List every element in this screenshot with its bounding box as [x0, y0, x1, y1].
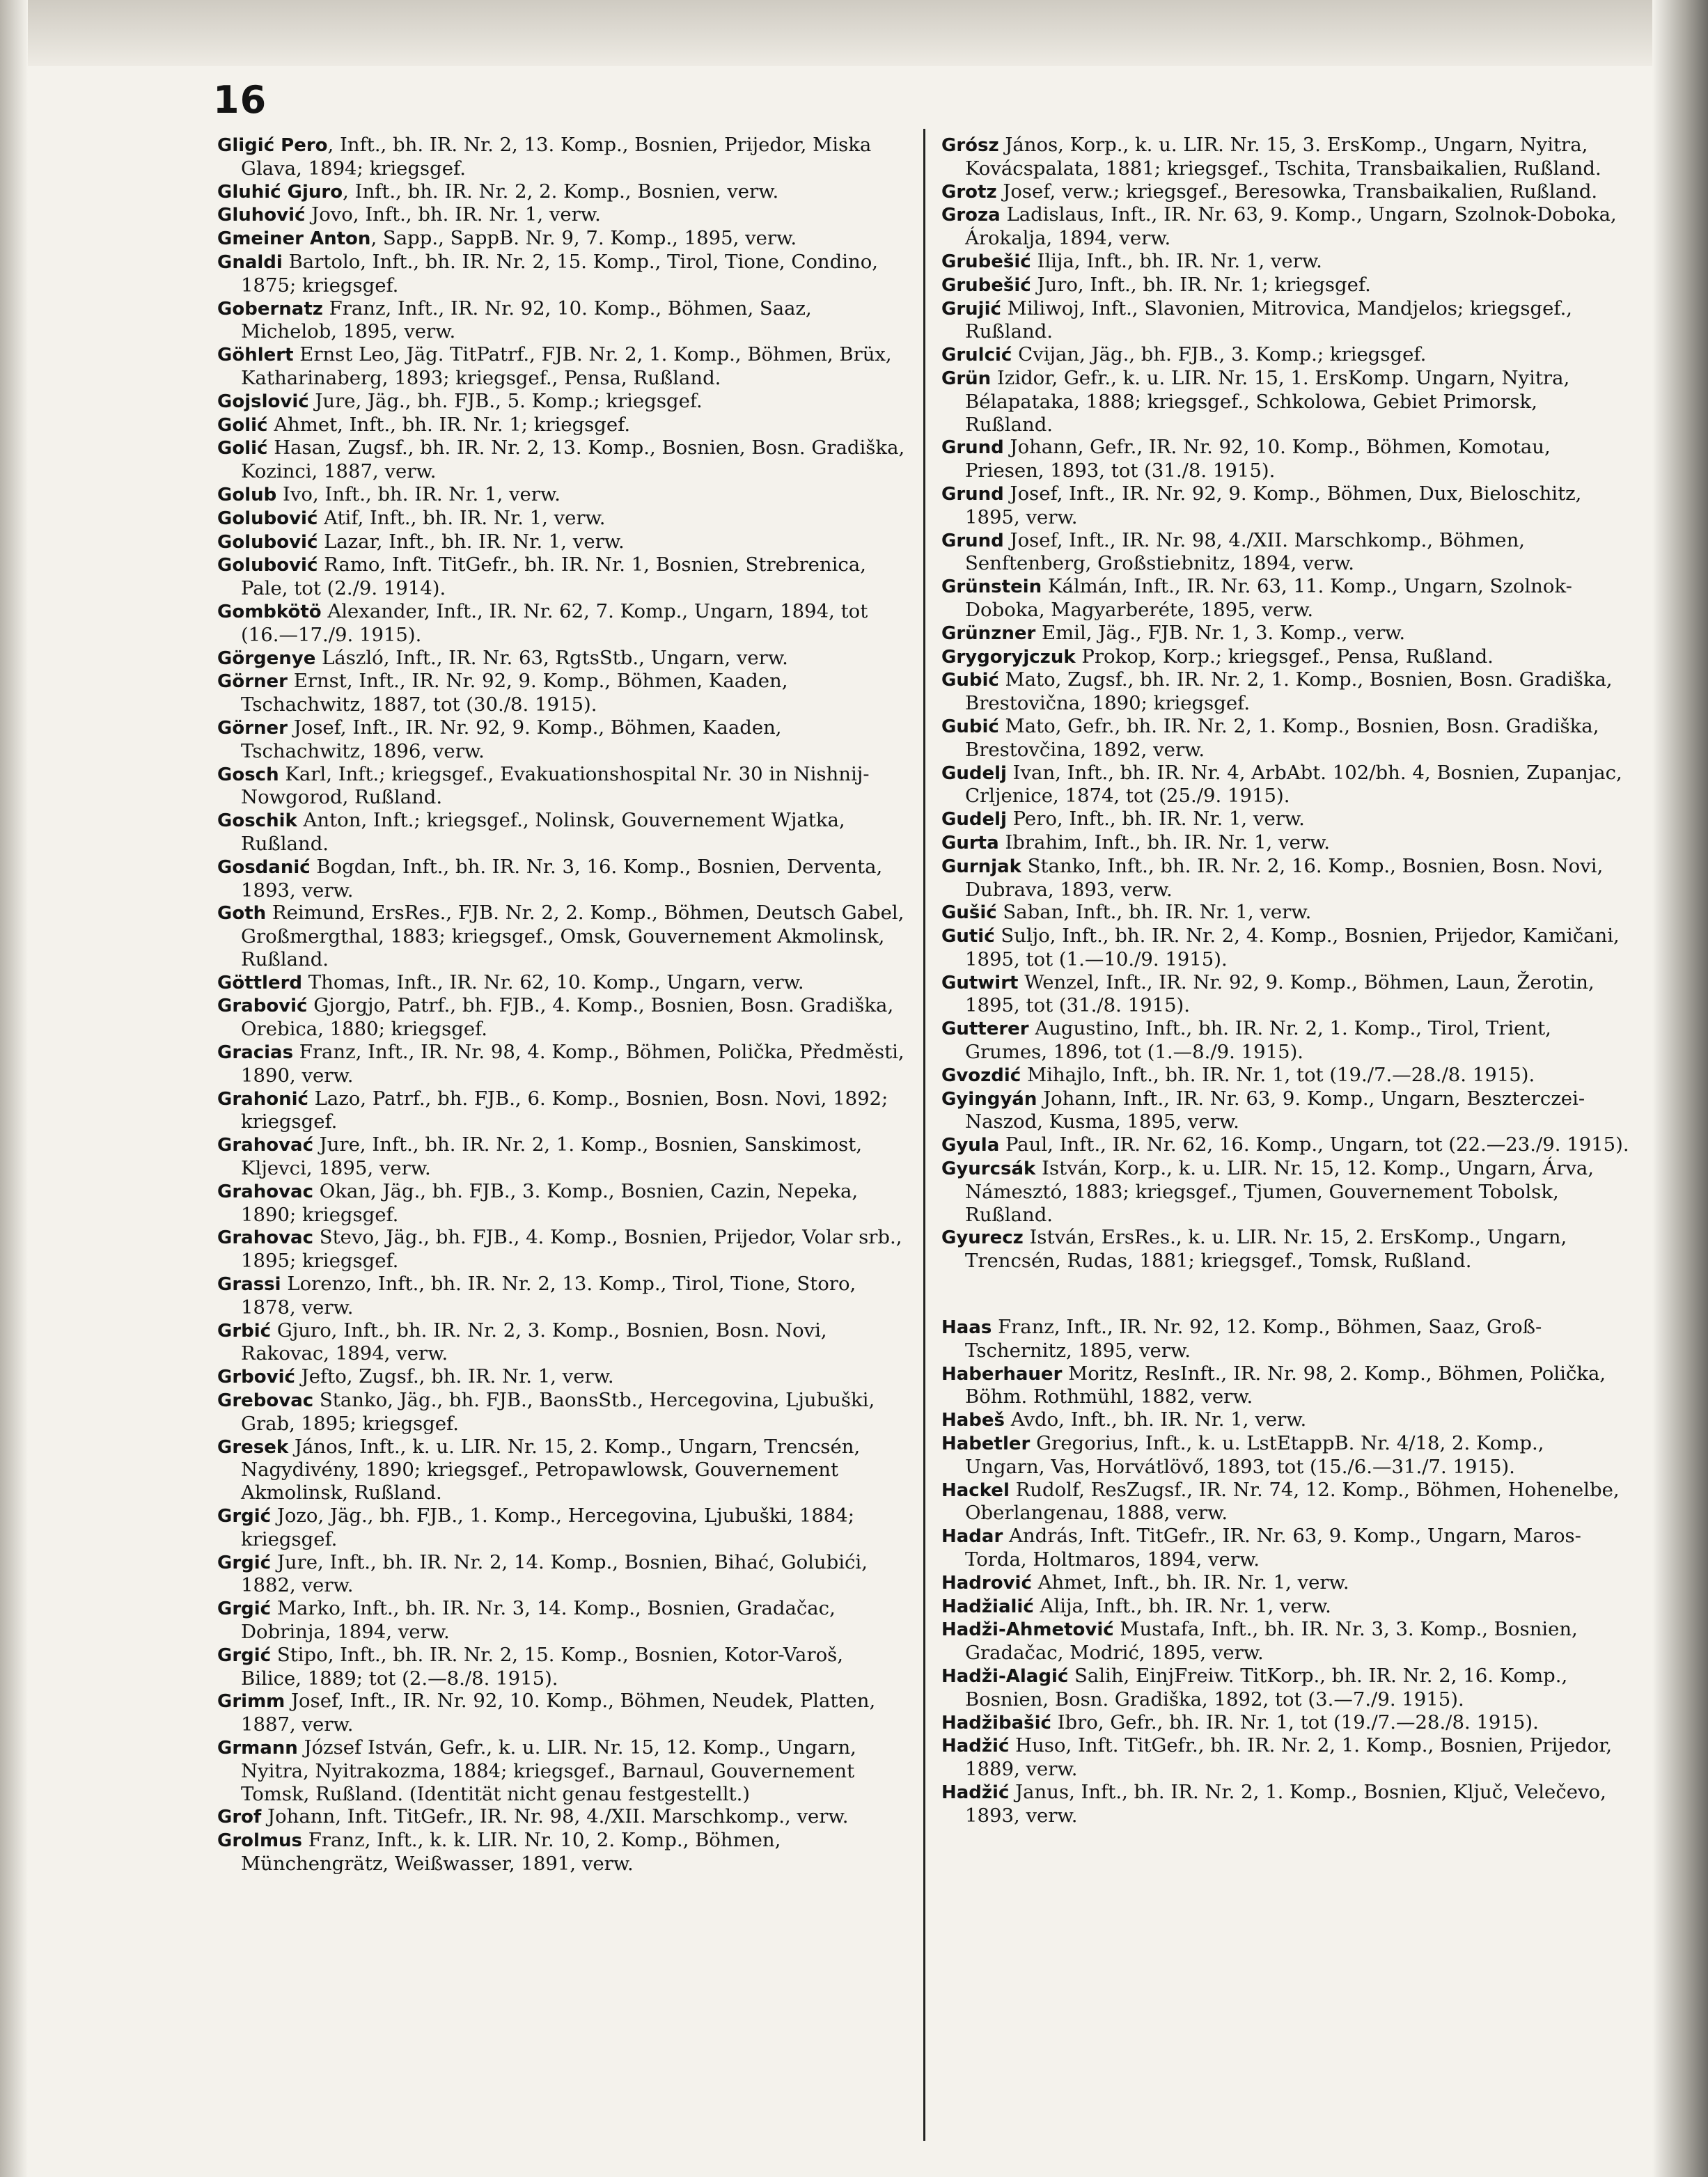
entry-surname: Gutić: [941, 926, 995, 948]
entry-surname: Gutterer: [941, 1019, 1029, 1040]
entry-surname: Hadži-Ahmetović: [941, 1619, 1114, 1641]
casualty-entry: [941, 436, 1629, 482]
casualty-entry: [217, 1436, 907, 1504]
entry-details: , Inft., bh. IR. Nr. 2, 13. Komp., Bosnien, Prijedor, Miska Glava, 1894; kriegsgef.: [241, 134, 872, 180]
entry-surname: Groza: [941, 205, 1001, 226]
right-column-g-entries: [941, 134, 1629, 1273]
casualty-entry: [941, 1665, 1629, 1711]
entry-surname: Grün: [941, 368, 992, 389]
entry-details: Thomas, Inft., IR. Nr. 62, 10. Komp., Ungarn, verw.: [302, 970, 804, 993]
entry-details: Ivan, Inft., bh. IR. Nr. 4, ArbAbt. 102/bh. 4, Bosnien, Zupanjac, Crljenice, 1874, tot (25./9. 1915).: [965, 761, 1622, 808]
casualty-entry: [217, 297, 907, 344]
entry-details: Miliwoj, Inft., Slavonien, Mitrovica, Mandjelos; kriegsgef., Rußland.: [965, 297, 1573, 343]
entry-details: Jovo, Inft., bh. IR. Nr. 1, verw.: [305, 203, 601, 226]
entry-details: Kálmán, Inft., IR. Nr. 63, 11. Komp., Ungarn, Szolnok-Doboka, Magyarberéte, 1895, verw.: [965, 575, 1572, 621]
entry-surname: Gutwirt: [941, 972, 1019, 993]
entry-surname: Grahovać: [217, 1135, 313, 1156]
casualty-entry: [941, 575, 1629, 622]
entry-details: Mustafa, Inft., bh. IR. Nr. 3, 3. Komp., Bosnien, Gradačac, Modrić, 1895, verw.: [965, 1618, 1578, 1665]
entry-details: Paul, Inft., IR. Nr. 62, 16. Komp., Ungarn, tot (22.—23./9. 1915).: [999, 1133, 1629, 1156]
entry-details: János, Korp., k. u. LIR. Nr. 15, 3. ErsKomp., Ungarn, Nyitra, Kovácspalata, 1881; kriegsgef., Tschita, Transbaikalien, Rußland.: [965, 134, 1601, 180]
casualty-entry: [217, 1087, 907, 1134]
casualty-entry: [941, 808, 1629, 831]
entry-details: Lazo, Patrf., bh. FJB., 6. Komp., Bosnien, Bosn. Novi, 1892; kriegsgef.: [241, 1087, 888, 1133]
casualty-entry: [217, 670, 907, 716]
casualty-entry: [941, 1362, 1629, 1409]
casualty-entry: [941, 203, 1629, 250]
entry-surname: Görgenye: [217, 647, 316, 669]
entry-details: István, Korp., k. u. LIR. Nr. 15, 12. Komp., Ungarn, Árva, Námesztó, 1883; kriegsgef., Tjumen, Gouvernement Tobolsk, Rußland.: [965, 1157, 1595, 1226]
entry-surname: Hadži-Alagić: [941, 1666, 1069, 1687]
casualty-entry: [941, 1571, 1629, 1595]
entry-details: Stipo, Inft., bh. IR. Nr. 2, 15. Komp., Bosnien, Kotor-Varoš, Bilice, 1889; tot (2.—8./8. 1915).: [241, 1643, 843, 1690]
casualty-entry: [941, 762, 1629, 808]
entry-surname: Goschik: [217, 810, 297, 832]
entry-surname: Grund: [941, 437, 1004, 459]
casualty-entry: [941, 250, 1629, 274]
casualty-entry: [941, 1408, 1629, 1432]
entry-details: Emil, Jäg., FJB. Nr. 1, 3. Komp., verw.: [1035, 621, 1406, 644]
casualty-entry: [217, 483, 907, 507]
casualty-entry: [941, 1064, 1629, 1087]
casualty-entry: [217, 763, 907, 810]
entry-details: Jefto, Zugsf., bh. IR. Nr. 1, verw.: [295, 1365, 614, 1388]
entry-details: Ibro, Gefr., bh. IR. Nr. 1, tot (19./7.—28./8. 1915).: [1051, 1711, 1539, 1734]
entry-details: András, Inft. TitGefr., IR. Nr. 63, 9. Komp., Ungarn, Maros-Torda, Holtmaros, 1894, verw.: [965, 1525, 1581, 1571]
casualty-entry: [217, 856, 907, 902]
entry-surname: Grahonić: [217, 1088, 308, 1110]
entry-surname: Hadžić: [941, 1736, 1010, 1757]
casualty-entry: [941, 1087, 1629, 1134]
entry-surname: Grassi: [217, 1274, 281, 1296]
casualty-entry: [941, 925, 1629, 971]
entry-details: Gjorgjo, Patrf., bh. FJB., 4. Komp., Bosnien, Bosn. Gradiška, Orebica, 1880; kriegsgef.: [241, 994, 894, 1041]
entry-details: Franz, Inft., IR. Nr. 92, 12. Komp., Böhmen, Saaz, Groß-Tschernitz, 1895, verw.: [965, 1316, 1542, 1362]
entry-details: Josef, verw.; kriegsgef., Beresowka, Transbaikalien, Rußland.: [996, 180, 1598, 203]
entry-details: Ramo, Inft. TitGefr., bh. IR. Nr. 1, Bosnien, Strebrenica, Pale, tot (2./9. 1914).: [241, 553, 866, 600]
casualty-entry: [941, 367, 1629, 436]
entry-details: Franz, Inft., IR. Nr. 92, 10. Komp., Böhmen, Saaz, Michelob, 1895, verw.: [241, 297, 812, 343]
entry-surname: Grmann: [217, 1737, 298, 1759]
entry-details: Stanko, Jäg., bh. FJB., BaonsStb., Hercegovina, Ljubuški, Grab, 1895; kriegsgef.: [241, 1389, 875, 1435]
entry-surname: Gudelj: [941, 809, 1007, 831]
entry-surname: Gvozdić: [941, 1064, 1021, 1086]
entry-details: Izidor, Gefr., k. u. LIR. Nr. 15, 1. ErsKomp. Ungarn, Nyitra, Bélapataka, 1888; kriegsgef., Schkolowa, Gebiet Primorsk, Rußland.: [965, 366, 1570, 436]
entry-surname: Grund: [941, 483, 1004, 505]
casualty-entry: [941, 134, 1629, 180]
entry-details: József István, Gefr., k. u. LIR. Nr. 15, 12. Komp., Ungarn, Nyitra, Nyitrakozma, 1884; kriegsgef., Barnaul, Gouvernement Tomsk, Rußland. (Identität nicht genau festgestellt.): [241, 1736, 856, 1805]
entry-surname: Gyurecz: [941, 1227, 1024, 1249]
entry-details: Rudolf, ResZugsf., IR. Nr. 74, 12. Komp., Böhmen, Hohenelbe, Oberlangenau, 1888, verw.: [965, 1478, 1620, 1525]
casualty-entry: [941, 1781, 1629, 1828]
entry-surname: Gnaldi: [217, 251, 283, 273]
casualty-entry: [941, 1618, 1629, 1665]
entry-surname: Hadar: [941, 1526, 1003, 1548]
entry-surname: Göhlert: [217, 345, 294, 366]
entry-surname: Haas: [941, 1317, 992, 1339]
entry-surname: Golubović: [217, 531, 318, 553]
casualty-entry: [217, 1319, 907, 1366]
casualty-entry: [941, 645, 1629, 669]
entry-surname: Grgić: [217, 1552, 272, 1573]
entry-surname: Goth: [217, 903, 267, 925]
entry-details: Avdo, Inft., bh. IR. Nr. 1, verw.: [1005, 1408, 1307, 1431]
casualty-entry: [217, 971, 907, 995]
entry-surname: Grof: [217, 1807, 262, 1828]
entry-details: Jure, Inft., bh. IR. Nr. 2, 14. Komp., Bosnien, Bihać, Golubići, 1882, verw.: [241, 1550, 868, 1597]
entry-surname: Gracias: [217, 1042, 294, 1064]
entry-details: Gjuro, Inft., bh. IR. Nr. 2, 3. Komp., Bosnien, Bosn. Novi, Rakovac, 1894, verw.: [241, 1319, 827, 1365]
entry-details: Stevo, Jäg., bh. FJB., 4. Komp., Bosnien, Prijedor, Volar srb., 1895; kriegsgef.: [241, 1226, 902, 1273]
entry-details: , Inft., bh. IR. Nr. 2, 2. Komp., Bosnien, verw.: [343, 180, 779, 203]
casualty-entry: [217, 1597, 907, 1644]
casualty-entry: [941, 901, 1629, 925]
casualty-entry: [941, 482, 1629, 529]
entry-details: Franz, Inft., IR. Nr. 98, 4. Komp., Böhmen, Polička, Předměsti, 1890, verw.: [241, 1041, 904, 1087]
entry-surname: Gobernatz: [217, 298, 323, 320]
entry-details: Moritz, ResInft., IR. Nr. 98, 2. Komp., Böhmen, Polička, Böhm. Rothmühl, 1882, verw.: [965, 1362, 1606, 1408]
entry-surname: Görner: [217, 671, 288, 693]
entry-surname: Grünstein: [941, 576, 1042, 598]
entry-details: Jure, Inft., bh. IR. Nr. 2, 1. Komp., Bosnien, Sanskimost, Kljevci, 1895, verw.: [241, 1133, 863, 1180]
entry-surname: Grygoryjczuk: [941, 646, 1076, 668]
entry-surname: Gyurcsák: [941, 1158, 1036, 1180]
entry-details: Ahmet, Inft., bh. IR. Nr. 1, verw.: [1031, 1571, 1349, 1594]
entry-surname: Golub: [217, 484, 277, 505]
casualty-entry: [217, 134, 907, 180]
entry-details: Johann, Inft., IR. Nr. 63, 9. Komp., Ungarn, Beszterczei-Naszod, Kusma, 1895, verw.: [965, 1087, 1585, 1133]
entry-surname: Grahovac: [217, 1227, 313, 1249]
entry-surname: Gušić: [941, 902, 997, 924]
casualty-entry: [941, 1432, 1629, 1479]
entry-details: Anton, Inft.; kriegsgef., Nolinsk, Gouvernement Wjatka, Rußland.: [241, 809, 845, 855]
casualty-entry: [217, 1805, 907, 1829]
entry-details: Alija, Inft., bh. IR. Nr. 1, verw.: [1033, 1594, 1331, 1617]
entry-surname: Grubešić: [941, 274, 1031, 296]
casualty-entry: [941, 1017, 1629, 1064]
entry-details: Hasan, Zugsf., bh. IR. Nr. 2, 13. Komp., Bosnien, Bosn. Gradiška, Kozinci, 1887, verw.: [241, 437, 905, 483]
entry-surname: Gyula: [941, 1135, 1000, 1156]
entry-details: István, ErsRes., k. u. LIR. Nr. 15, 2. ErsKomp., Ungarn, Trencsén, Rudas, 1881; kriegsgef., Tomsk, Rußland.: [965, 1226, 1567, 1273]
entry-surname: Grubešić: [941, 251, 1031, 272]
entry-surname: Hadžibašić: [941, 1712, 1051, 1734]
casualty-entry: [941, 971, 1629, 1018]
casualty-entry: [217, 1273, 907, 1319]
casualty-entry: [217, 1644, 907, 1690]
entry-surname: Gubić: [941, 670, 999, 691]
entry-surname: Grósz: [941, 135, 999, 156]
entry-surname: Göttlerd: [217, 972, 303, 993]
casualty-entry: [217, 1690, 907, 1736]
entry-surname: Grünzner: [941, 622, 1036, 644]
column-divider: [923, 129, 925, 2141]
casualty-entry: [217, 1365, 907, 1389]
entry-details: Saban, Inft., bh. IR. Nr. 1, verw.: [996, 901, 1312, 924]
entry-surname: Grujić: [941, 298, 1001, 320]
entry-surname: Gurnjak: [941, 856, 1021, 877]
entry-surname: Golić: [217, 414, 268, 436]
casualty-entry: [217, 1180, 907, 1227]
entry-details: Franz, Inft., k. k. LIR. Nr. 10, 2. Komp., Böhmen, Münchengrätz, Weißwasser, 1891, verw.: [241, 1829, 781, 1875]
entry-details: János, Inft., k. u. LIR. Nr. 15, 2. Komp., Ungarn, Trencsén, Nagydivény, 1890; kriegsgef., Petropawlowsk, Gouvernement Akmolinsk, Rußland.: [241, 1435, 861, 1504]
entry-surname: Gluhović: [217, 205, 306, 226]
entry-surname: Haberhauer: [941, 1363, 1063, 1385]
entry-surname: Grund: [941, 530, 1004, 551]
casualty-entry: [217, 227, 907, 251]
casualty-entry: [217, 902, 907, 970]
casualty-entry: [941, 1525, 1629, 1571]
entry-surname: Gresek: [217, 1436, 289, 1458]
casualty-entry: [217, 553, 907, 600]
entry-details: Cvijan, Jäg., bh. FJB., 3. Komp.; kriegsgef.: [1012, 343, 1427, 366]
entry-details: Josef, Inft., IR. Nr. 92, 10. Komp., Böhmen, Neudek, Platten, 1887, verw.: [241, 1690, 876, 1736]
entry-details: Ladislaus, Inft., IR. Nr. 63, 9. Komp., Ungarn, Szolnok-Doboka, Árokalja, 1894, verw.: [965, 203, 1617, 250]
entry-surname: Gosdanić: [217, 856, 311, 878]
entry-details: Bogdan, Inft., bh. IR. Nr. 3, 16. Komp., Bosnien, Derventa, 1893, verw.: [241, 855, 883, 902]
right-column-h-entries: [941, 1316, 1629, 1828]
casualty-entry: [217, 1133, 907, 1180]
section-gap: [941, 1273, 1629, 1316]
entry-surname: Gosch: [217, 764, 279, 785]
casualty-entry: [941, 622, 1629, 645]
casualty-entry: [217, 414, 907, 437]
casualty-entry: [941, 715, 1629, 762]
entry-details: Lazar, Inft., bh. IR. Nr. 1, verw.: [318, 530, 625, 553]
casualty-entry: [217, 600, 907, 647]
entry-details: Salih, EinjFreiw. TitKorp., bh. IR. Nr. 2, 16. Komp., Bosnien, Bosn. Gradiška, 1892, tot (3.—7./9. 1915).: [965, 1665, 1568, 1711]
entry-surname: Gurta: [941, 832, 999, 854]
entry-details: Jozo, Jäg., bh. FJB., 1. Komp., Hercegovina, Ljubuški, 1884; kriegsgef.: [241, 1504, 855, 1550]
entry-surname: Gubić: [941, 716, 999, 737]
entry-details: Juro, Inft., bh. IR. Nr. 1; kriegsgef.: [1031, 273, 1371, 296]
casualty-entry: [217, 1389, 907, 1436]
casualty-entry: [217, 180, 907, 204]
entry-surname: Habeš: [941, 1410, 1005, 1431]
entry-details: Mato, Zugsf., bh. IR. Nr. 2, 1. Komp., Bosnien, Bosn. Gradiška, Brestovična, 1890; kriegsgef.: [965, 668, 1613, 715]
entry-surname: Gombkötö: [217, 601, 322, 622]
casualty-entry: [217, 994, 907, 1041]
casualty-entry: [941, 274, 1629, 297]
entry-surname: Golić: [217, 438, 268, 459]
left-column: [217, 134, 907, 1876]
casualty-entry: [217, 647, 907, 670]
entry-details: Ernst, Inft., IR. Nr. 92, 9. Komp., Böhmen, Kaaden, Tschachwitz, 1887, tot (30./8. 1915).: [241, 670, 788, 716]
entry-details: Okan, Jäg., bh. FJB., 3. Komp., Bosnien, Cazin, Nepeka, 1890; kriegsgef.: [241, 1179, 859, 1226]
casualty-entry: [941, 1316, 1629, 1362]
casualty-entry: [217, 1504, 907, 1551]
casualty-entry: [941, 1133, 1629, 1157]
page-left-edge: [0, 0, 28, 2177]
casualty-entry: [941, 831, 1629, 855]
entry-surname: Hadžialić: [941, 1596, 1034, 1617]
casualty-entry: [941, 180, 1629, 204]
entry-details: Ibrahim, Inft., bh. IR. Nr. 1, verw.: [998, 831, 1330, 854]
entry-surname: Golubović: [217, 555, 318, 576]
casualty-entry: [217, 203, 907, 227]
casualty-entry: [217, 1226, 907, 1273]
casualty-entry: [941, 1226, 1629, 1273]
entry-surname: Hackel: [941, 1479, 1010, 1501]
entry-details: Josef, Inft., IR. Nr. 98, 4./XII. Marschkomp., Böhmen, Senftenberg, Großstiebnitz, 1894, verw.: [965, 528, 1526, 575]
entry-surname: Grbić: [217, 1320, 272, 1342]
entry-surname: Hadžić: [941, 1782, 1010, 1803]
entry-details: Gregorius, Inft., k. u. LstEtappB. Nr. 4/18, 2. Komp., Ungarn, Vas, Horvátlövő, 1893, tot (15./6.—31./7. 1915).: [965, 1432, 1544, 1478]
entry-surname: Grebovac: [217, 1390, 314, 1412]
entry-surname: Grotz: [941, 181, 997, 203]
entry-details: Alexander, Inft., IR. Nr. 62, 7. Komp., Ungarn, 1894, tot (16.—17./9. 1915).: [241, 599, 868, 646]
entry-surname: Grgić: [217, 1598, 272, 1620]
entry-details: Josef, Inft., IR. Nr. 92, 9. Komp., Böhmen, Kaaden, Tschachwitz, 1896, verw.: [241, 716, 782, 762]
casualty-entry: [941, 343, 1629, 367]
entry-details: Marko, Inft., bh. IR. Nr. 3, 14. Komp., Bosnien, Gradačac, Dobrinja, 1894, verw.: [241, 1597, 836, 1643]
entry-details: Josef, Inft., IR. Nr. 92, 9. Komp., Böhmen, Dux, Bieloschitz, 1895, verw.: [965, 482, 1582, 528]
casualty-entry: [217, 1829, 907, 1876]
entry-details: László, Inft., IR. Nr. 63, RgtsStb., Ungarn, verw.: [315, 646, 788, 669]
entry-details: Reimund, ErsRes., FJB. Nr. 2, 2. Komp., Böhmen, Deutsch Gabel, Großmergthal, 1883; kriegsgef., Omsk, Gouvernement Akmolinsk, Rußland.: [241, 902, 904, 970]
entry-details: Wenzel, Inft., IR. Nr. 92, 9. Komp., Böhmen, Laun, Žerotin, 1895, tot (31./8. 1915).: [965, 970, 1595, 1017]
entry-details: Stanko, Inft., bh. IR. Nr. 2, 16. Komp., Bosnien, Bosn. Novi, Dubrava, 1893, verw.: [965, 854, 1604, 901]
casualty-entry: [217, 531, 907, 554]
right-column: [941, 134, 1629, 1828]
entry-details: Augustino, Inft., bh. IR. Nr. 2, 1. Komp., Tirol, Trient, Grumes, 1896, tot (1.—8./9. 1915).: [965, 1017, 1551, 1064]
casualty-entry: [217, 437, 907, 483]
casualty-entry: [217, 343, 907, 390]
casualty-entry: [217, 716, 907, 763]
entry-surname: Görner: [217, 717, 288, 739]
entry-surname: Grimm: [217, 1691, 285, 1713]
entry-details: Suljo, Inft., bh. IR. Nr. 2, 4. Komp., Bosnien, Prijedor, Kamičani, 1895, tot (1.—10./9. 1915).: [965, 925, 1620, 970]
entry-details: Janus, Inft., bh. IR. Nr. 2, 1. Komp., Bosnien, Ključ, Velečevo, 1893, verw.: [965, 1780, 1606, 1827]
casualty-entry: [941, 529, 1629, 576]
entry-surname: Hadrović: [941, 1572, 1032, 1594]
casualty-entry: [941, 1595, 1629, 1619]
entry-details: Bartolo, Inft., bh. IR. Nr. 2, 15. Komp., Tirol, Tione, Condino, 1875; kriegsgef.: [241, 250, 879, 297]
casualty-entry: [217, 251, 907, 297]
casualty-entry: [217, 809, 907, 856]
entry-surname: Grgić: [217, 1644, 272, 1666]
entry-details: Ahmet, Inft., bh. IR. Nr. 1; kriegsgef.: [267, 413, 631, 436]
entry-surname: Gojslović: [217, 391, 309, 412]
casualty-entry: [941, 855, 1629, 902]
entry-details: Lorenzo, Inft., bh. IR. Nr. 2, 13. Komp., Tirol, Tione, Storo, 1878, verw.: [241, 1273, 856, 1319]
entry-surname: Grabović: [217, 996, 308, 1017]
entry-surname: Grolmus: [217, 1830, 303, 1852]
page-number: 16: [213, 78, 267, 122]
page-top-edge: [0, 0, 1708, 66]
entry-surname: Gyingyán: [941, 1088, 1037, 1110]
casualty-entry: [217, 1736, 907, 1805]
casualty-entry: [941, 1157, 1629, 1226]
entry-details: Johann, Gefr., IR. Nr. 92, 10. Komp., Böhmen, Komotau, Priesen, 1893, tot (31./8. 1915).: [965, 436, 1551, 482]
entry-surname: Gudelj: [941, 762, 1007, 784]
casualty-entry: [941, 668, 1629, 715]
entry-details: Huso, Inft. TitGefr., bh. IR. Nr. 2, 1. Komp., Bosnien, Prijedor, 1889, verw.: [965, 1734, 1613, 1781]
casualty-entry: [941, 1711, 1629, 1735]
entry-surname: Gluhić Gjuro: [217, 181, 343, 203]
entry-details: Karl, Inft.; kriegsgef., Evakuationshospital Nr. 30 in Nishnij-Nowgorod, Rußland.: [241, 762, 870, 809]
casualty-entry: [217, 507, 907, 531]
entry-details: , Sapp., SappB. Nr. 9, 7. Komp., 1895, verw.: [370, 227, 797, 250]
entry-details: Jure, Jäg., bh. FJB., 5. Komp.; kriegsgef.: [308, 389, 703, 412]
entry-details: Ivo, Inft., bh. IR. Nr. 1, verw.: [276, 482, 561, 505]
entry-details: Atif, Inft., bh. IR. Nr. 1, verw.: [318, 506, 606, 529]
entry-surname: Gligić Pero: [217, 135, 328, 156]
entry-surname: Golubović: [217, 508, 318, 529]
entry-surname: Gmeiner Anton: [217, 228, 371, 250]
casualty-entry: [941, 297, 1629, 344]
entry-surname: Grulcić: [941, 345, 1012, 366]
page-right-edge: [1652, 0, 1708, 2177]
casualty-entry: [217, 390, 907, 414]
casualty-entry: [941, 1734, 1629, 1781]
entry-details: Prokop, Korp.; kriegsgef., Pensa, Rußland.: [1075, 645, 1494, 668]
casualty-entry: [941, 1479, 1629, 1525]
entry-surname: Habetler: [941, 1433, 1031, 1455]
entry-surname: Grgić: [217, 1506, 272, 1527]
entry-details: Ernst Leo, Jäg. TitPatrf., FJB. Nr. 2, 1. Komp., Böhmen, Brüx, Katharinaberg, 1893; kriegsgef., Pensa, Rußland.: [241, 343, 892, 389]
entry-surname: Grahovac: [217, 1181, 313, 1202]
entry-details: Ilija, Inft., bh. IR. Nr. 1, verw.: [1031, 249, 1322, 272]
entry-details: Mihajlo, Inft., bh. IR. Nr. 1, tot (19./7.—28./8. 1915).: [1021, 1063, 1535, 1086]
entry-details: Mato, Gefr., bh. IR. Nr. 2, 1. Komp., Bosnien, Bosn. Gradiška, Brestovčina, 1892, verw.: [965, 714, 1599, 761]
entry-details: Pero, Inft., bh. IR. Nr. 1, verw.: [1006, 808, 1305, 831]
entry-details: Johann, Inft. TitGefr., IR. Nr. 98, 4./XII. Marschkomp., verw.: [261, 1805, 849, 1828]
entry-surname: Grbović: [217, 1367, 295, 1388]
casualty-entry: [217, 1041, 907, 1087]
casualty-entry: [217, 1551, 907, 1598]
